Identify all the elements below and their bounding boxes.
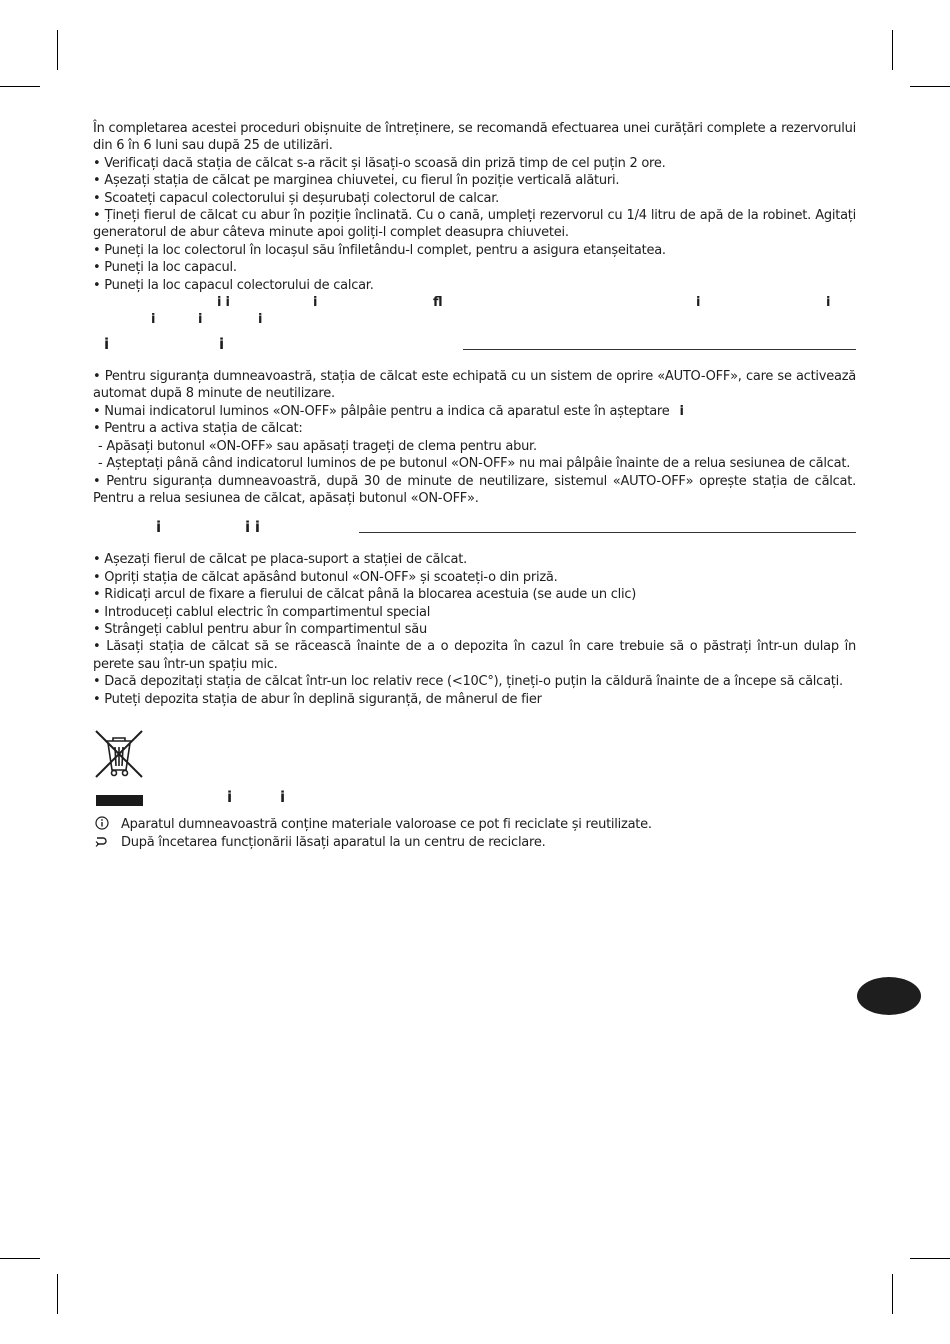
env-note [93, 834, 545, 851]
glyph-fragment: i [258, 312, 263, 328]
glyph-fragment: i [151, 312, 156, 328]
env-note-text: Aparatul dumneavoastră conține materiale valoroase ce pot fi reciclate și reutilizate. [121, 817, 652, 832]
list-item: • Puneți la loc colectorul în locașul său înfiletându-l complet, pentru a asigura etanșeitatea. [93, 242, 666, 258]
list-item: • Opriți stația de călcat apăsând butonul «ON-OFF» și scoateți-o din priză. [93, 569, 558, 585]
partial-glyph-lines [93, 294, 856, 328]
heading-fragment: i [227, 788, 233, 806]
crop-mark [892, 30, 893, 70]
crop-mark [57, 1274, 58, 1314]
heading-fragment: i i [245, 518, 260, 537]
heading-fragment: i [156, 518, 161, 537]
list-item: • Pentru siguranța dumneavoastră, stația de călcat este echipată cu un sistem de oprire «AUTO-OFF», care se activează automat după 8 minute de neutilizare. [93, 369, 856, 402]
list-item: • Puneți la loc capacul. [93, 260, 237, 276]
sub-list-item: - Apăsați butonul «ON-OFF» sau apăsați trageți de clema pentru abur. [98, 438, 537, 454]
crop-mark [57, 30, 58, 70]
list-item: • Dacă depozitați stația de călcat într-un loc relativ rece (<10C°), țineți-o puțin la căldură înainte de a începe să călcați. [93, 674, 843, 690]
heading-fragment: i [219, 335, 224, 354]
intro-paragraph: În completarea acestei proceduri obișnuite de întreținere, se recomandă efectuarea unei curățări complete a rezervorului din 6 în 6 luni sau după 25 de utilizări. [93, 121, 856, 154]
section-heading-auto-off [93, 334, 856, 364]
glyph-fragment: i [679, 403, 684, 419]
heading-fragment: i [104, 335, 109, 354]
list-item: • Pentru a activa stația de călcat: [93, 421, 303, 437]
glyph-fragment: i [826, 295, 831, 311]
page-number-badge [857, 977, 921, 1015]
list-item: • Numai indicatorul luminos «ON-OFF» pâlpâie pentru a indica că aparatul este în așteptare i [93, 403, 684, 419]
list-item: • Ridicați arcul de fixare a fierului de călcat până la blocarea acestuia (se aude un clic) [93, 587, 637, 603]
heading-fragment: i [280, 788, 286, 806]
crop-mark [892, 1274, 893, 1314]
info-icon [93, 816, 111, 833]
arrow-icon [93, 834, 111, 851]
list-item: • Lăsați stația de călcat să se răcească înainte de a o depozita în cazul în care trebuie să o păstrați într-un dulap în perete sau într-un spațiu mic. [93, 639, 856, 672]
section-heading-storage [93, 517, 856, 547]
sub-list-item: - Așteptați până când indicatorul luminos de pe butonul «ON-OFF» nu mai pâlpâie înainte de a relua sesiunea de călcat. [98, 456, 851, 472]
env-note [93, 816, 652, 833]
list-item: • Strângeți cablul pentru abur în compartimentul său [93, 621, 427, 637]
crossed-bin-icon [93, 728, 145, 780]
list-item: • Introduceți cablul electric în compartimentul special [93, 604, 431, 620]
list-item: • Așezați fierul de călcat pe placa-suport a stației de călcat. [93, 552, 467, 568]
env-note-text: După încetarea funcționării lăsați aparatul la un centru de reciclare. [121, 835, 546, 850]
crop-mark [910, 1258, 950, 1259]
black-bar [96, 795, 143, 806]
glyph-fragment: ﬂ [433, 295, 443, 311]
crop-mark [0, 1258, 40, 1259]
crop-mark [910, 86, 950, 87]
glyph-fragment: i [313, 295, 318, 311]
list-item: • Verificați dacă stația de călcat s-a răcit și lăsați-o scoasă din priză timp de cel puțin 2 ore. [93, 155, 666, 171]
list-item: • Scoateți capacul colectorului și deșurubați colectorul de calcar. [93, 190, 500, 206]
list-item: • Țineți fierul de călcat cu abur în poziție înclinată. Cu o cană, umpleți rezervorul cu 1/4 litru de apă de la robinet. Agitați generatorul de abur câteva minute apoi goliți-l complet deasupra chiuvetei. [93, 208, 856, 241]
page-content [93, 120, 856, 708]
glyph-fragment: i i [217, 295, 230, 311]
heading-rule [463, 349, 856, 350]
list-item: • Pentru siguranța dumneavoastră, după 30 de minute de neutilizare, sistemul «AUTO-OFF» oprește stația de călcat. Pentru a relua sesiunea de călcat, apăsați butonul «ON-OFF». [93, 473, 856, 506]
glyph-fragment: i [696, 295, 701, 311]
list-item: • Așezați stația de călcat pe marginea chiuvetei, cu fierul în poziție verticală alături. [93, 173, 620, 189]
list-item: • Puneți la loc capacul colectorului de calcar. [93, 277, 374, 293]
list-item: • Puteți depozita stația de abur în deplină siguranță, de mânerul de fier [93, 691, 542, 707]
crop-mark [0, 86, 40, 87]
heading-rule [359, 532, 856, 533]
glyph-fragment: i [198, 312, 203, 328]
